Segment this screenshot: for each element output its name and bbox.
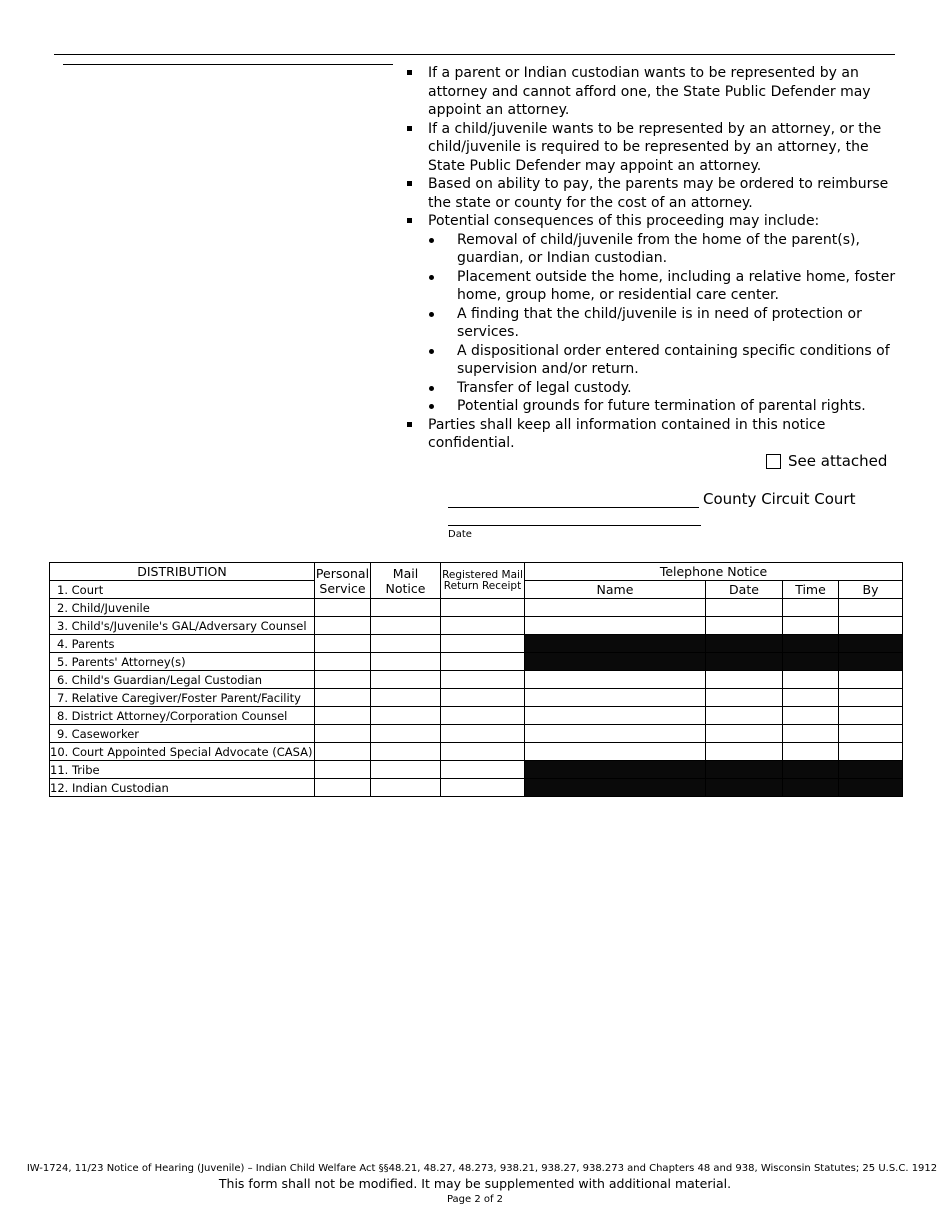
date-header: Date: [706, 581, 783, 599]
cell[interactable]: [839, 617, 903, 635]
row-label: 7. Relative Caregiver/Foster Parent/Facility: [50, 689, 315, 707]
date-label: Date: [448, 529, 472, 540]
cell[interactable]: [371, 761, 441, 779]
telephone-notice-header: Telephone Notice: [525, 563, 903, 581]
cell[interactable]: [783, 671, 839, 689]
cell[interactable]: [839, 599, 903, 617]
cell[interactable]: [371, 599, 441, 617]
table-row: [50, 725, 903, 743]
cell[interactable]: [371, 779, 441, 797]
cell[interactable]: [371, 617, 441, 635]
cell[interactable]: [783, 689, 839, 707]
left-signature-line: [63, 64, 393, 65]
table-row: [50, 779, 903, 797]
blocked-cell: [525, 761, 706, 779]
distribution-table: [49, 562, 903, 797]
cell[interactable]: [315, 725, 371, 743]
cell[interactable]: [525, 743, 706, 761]
cell[interactable]: [839, 707, 903, 725]
table-row: [50, 653, 903, 671]
row-label: 5. Parents' Attorney(s): [50, 653, 315, 671]
consequence-item: Transfer of legal custody.: [428, 379, 899, 398]
consequence-item: Placement outside the home, including a relative home, foster home, group home, or residential care center.: [428, 268, 899, 305]
cell[interactable]: [441, 671, 525, 689]
cell[interactable]: [315, 689, 371, 707]
blocked-cell: [839, 779, 903, 797]
by-header: By: [839, 581, 903, 599]
time-header: Time: [783, 581, 839, 599]
county-line[interactable]: [448, 507, 699, 508]
row-label: 3. Child's/Juvenile's GAL/Adversary Counsel: [50, 617, 315, 635]
row-label: 4. Parents: [50, 635, 315, 653]
cell[interactable]: [839, 671, 903, 689]
see-attached-label: See attached: [788, 452, 888, 470]
cell[interactable]: [706, 689, 783, 707]
cell[interactable]: [706, 743, 783, 761]
consequences-heading: Potential consequences of this proceeding may include:: [428, 213, 820, 229]
top-rule: [54, 54, 895, 55]
cell[interactable]: [783, 599, 839, 617]
table-row: [50, 707, 903, 725]
cell[interactable]: [839, 743, 903, 761]
cell[interactable]: [315, 653, 371, 671]
consequence-item: A finding that the child/juvenile is in need of protection or services.: [428, 305, 899, 342]
blocked-cell: [783, 761, 839, 779]
cell[interactable]: [371, 725, 441, 743]
cell[interactable]: [315, 707, 371, 725]
cell[interactable]: [525, 689, 706, 707]
cell[interactable]: [525, 707, 706, 725]
row-label: 10. Court Appointed Special Advocate (CASA): [50, 743, 315, 761]
notice-bullet: If a parent or Indian custodian wants to be represented by an attorney and cannot afford one, the State Public Defender may appoint an attorney.: [404, 64, 899, 120]
cell[interactable]: [371, 707, 441, 725]
table-row: [50, 689, 903, 707]
cell[interactable]: [315, 599, 371, 617]
blocked-cell: [525, 779, 706, 797]
cell[interactable]: [783, 707, 839, 725]
table-row: [50, 761, 903, 779]
cell[interactable]: [441, 689, 525, 707]
cell[interactable]: [441, 743, 525, 761]
table-row: [50, 617, 903, 635]
cell[interactable]: [441, 779, 525, 797]
cell[interactable]: [525, 725, 706, 743]
cell[interactable]: [839, 725, 903, 743]
consequence-item: A dispositional order entered containing specific conditions of supervision and/or return.: [428, 342, 899, 379]
cell[interactable]: [783, 617, 839, 635]
notice-bullet: Based on ability to pay, the parents may be ordered to reimburse the state or county for the cost of an attorney.: [404, 175, 899, 212]
cell[interactable]: [441, 761, 525, 779]
blocked-cell: [783, 635, 839, 653]
cell[interactable]: [525, 671, 706, 689]
cell[interactable]: [706, 725, 783, 743]
table-row: [50, 743, 903, 761]
table-row: [50, 599, 903, 617]
cell[interactable]: [441, 707, 525, 725]
cell[interactable]: [371, 653, 441, 671]
blocked-cell: [839, 761, 903, 779]
see-attached-checkbox[interactable]: [766, 454, 781, 469]
row-label: 2. Child/Juvenile: [50, 599, 315, 617]
blocked-cell: [706, 653, 783, 671]
blocked-cell: [706, 761, 783, 779]
cell[interactable]: [839, 689, 903, 707]
mail-notice-header: Mail Notice: [371, 563, 441, 599]
cell[interactable]: [315, 761, 371, 779]
cell[interactable]: [706, 617, 783, 635]
footer-citation: IW-1724, 11/23 Notice of Hearing (Juvenile) – Indian Child Welfare Act §§48.21, 48.27, 48.273, 938.21, 938.27, 938.273 and Chapters 48 and 938, Wisconsin Statutes; 25 U.S.C. 1912: [26, 1163, 938, 1174]
blocked-cell: [839, 635, 903, 653]
cell[interactable]: [441, 617, 525, 635]
cell[interactable]: [315, 617, 371, 635]
cell[interactable]: [525, 599, 706, 617]
page-number: Page 2 of 2: [446, 1194, 504, 1205]
row-label: 9. Caseworker: [50, 725, 315, 743]
blocked-cell: [525, 635, 706, 653]
cell[interactable]: [783, 725, 839, 743]
row-label: 1. Court: [50, 581, 315, 599]
cell[interactable]: [371, 635, 441, 653]
blocked-cell: [525, 653, 706, 671]
notice-bullet: Parties shall keep all information contained in this notice confidential.: [404, 416, 899, 453]
cell[interactable]: [706, 599, 783, 617]
notice-section: [404, 64, 899, 453]
consequence-item: Potential grounds for future termination of parental rights.: [428, 397, 899, 416]
cell[interactable]: [441, 725, 525, 743]
cell[interactable]: [783, 743, 839, 761]
cell[interactable]: [441, 653, 525, 671]
blocked-cell: [783, 653, 839, 671]
cell[interactable]: [315, 635, 371, 653]
blocked-cell: [783, 779, 839, 797]
cell[interactable]: [371, 671, 441, 689]
footer-modification-notice: This form shall not be modified. It may be supplemented with additional material.: [218, 1176, 732, 1191]
table-row: [50, 635, 903, 653]
row-label: 12. Indian Custodian: [50, 779, 315, 797]
row-label: 11. Tribe: [50, 761, 315, 779]
cell[interactable]: [371, 743, 441, 761]
notice-bullet: If a child/juvenile wants to be represented by an attorney, or the child/juvenile is required to be represented by an attorney, the State Public Defender may appoint an attorney.: [404, 120, 899, 176]
table-header-row: [50, 563, 903, 581]
registered-mail-header: Registered Mail Return Receipt: [441, 563, 525, 599]
cell[interactable]: [315, 779, 371, 797]
blocked-cell: [706, 779, 783, 797]
cell[interactable]: [371, 689, 441, 707]
notice-bullet-consequences: [404, 212, 899, 416]
cell[interactable]: [441, 599, 525, 617]
county-circuit-court-label: County Circuit Court: [703, 490, 856, 508]
cell[interactable]: [315, 671, 371, 689]
row-label: 6. Child's Guardian/Legal Custodian: [50, 671, 315, 689]
row-label: 8. District Attorney/Corporation Counsel: [50, 707, 315, 725]
personal-service-header: Personal Service: [315, 563, 371, 599]
consequence-item: Removal of child/juvenile from the home of the parent(s), guardian, or Indian custodian.: [428, 231, 899, 268]
table-row: [50, 671, 903, 689]
date-line[interactable]: [448, 525, 701, 526]
cell[interactable]: [706, 671, 783, 689]
blocked-cell: [706, 635, 783, 653]
cell[interactable]: [315, 743, 371, 761]
see-attached[interactable]: [766, 452, 887, 470]
cell[interactable]: [525, 617, 706, 635]
cell[interactable]: [706, 707, 783, 725]
blocked-cell: [839, 653, 903, 671]
distribution-header: DISTRIBUTION: [50, 563, 315, 581]
name-header: Name: [525, 581, 706, 599]
cell[interactable]: [441, 635, 525, 653]
